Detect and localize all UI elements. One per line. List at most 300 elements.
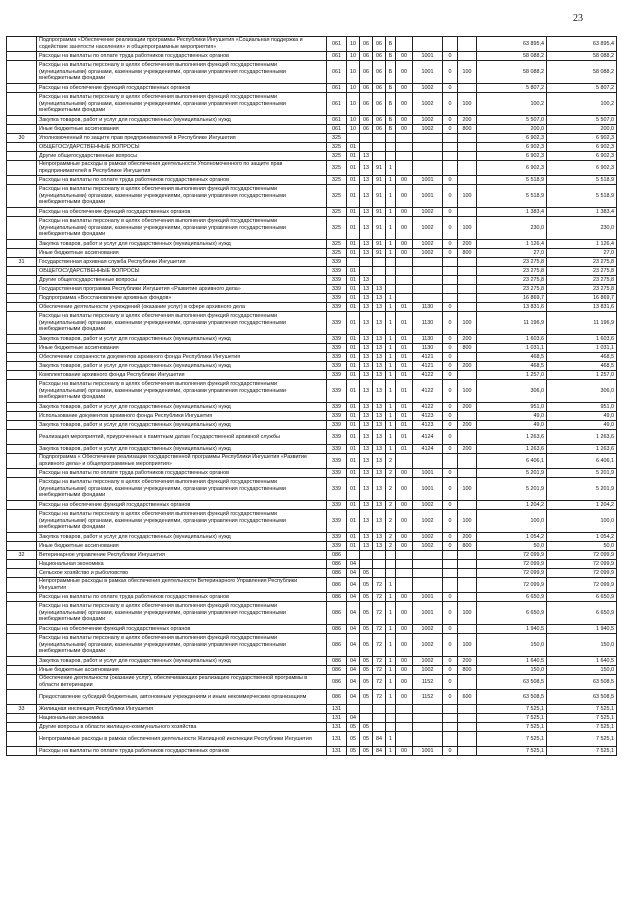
row-vr: 0 — [443, 249, 458, 258]
row-sub — [386, 551, 396, 560]
row-number — [7, 176, 37, 185]
row-pd — [396, 454, 413, 469]
row-vr2: 200 — [458, 116, 477, 125]
row-number — [7, 37, 37, 52]
row-cd: 1002 — [413, 116, 443, 125]
row-cs: 13 — [373, 533, 386, 542]
row-cs — [373, 152, 386, 161]
row-sum-2: 7 525,1 — [547, 723, 617, 732]
row-vr2: 100 — [458, 93, 477, 116]
row-pd: 01 — [396, 421, 413, 430]
row-rz: 01 — [347, 380, 360, 403]
row-pd: 00 — [396, 93, 413, 116]
row-rz: 04 — [347, 714, 360, 723]
row-rz: 05 — [347, 732, 360, 747]
row-sum-2: 5 518,9 — [547, 176, 617, 185]
row-sum-1: 72 099,9 — [477, 551, 547, 560]
row-rz: 10 — [347, 52, 360, 61]
row-pr: 06 — [360, 52, 373, 61]
row-sum-1: 5 518,9 — [477, 185, 547, 208]
row-name: Расходы на выплаты по оплате труда работников государственных органов — [37, 593, 327, 602]
row-vr2: 800 — [458, 249, 477, 258]
row-number — [7, 161, 37, 176]
row-sum-2: 16 869,7 — [547, 294, 617, 303]
row-pr: 13 — [360, 217, 373, 240]
row-cd: 4124 — [413, 445, 443, 454]
row-gr: 339 — [327, 344, 347, 353]
table-row — [7, 560, 617, 569]
row-sub: 1 — [386, 445, 396, 454]
row-sub: Б — [386, 116, 396, 125]
row-pd — [396, 551, 413, 560]
row-vr: 0 — [443, 602, 458, 625]
row-pr: 13 — [360, 501, 373, 510]
row-gr: 086 — [327, 551, 347, 560]
row-name: Расходы на выплаты по оплате труда работников государственных органов — [37, 52, 327, 61]
row-name: ОБЩЕГОСУДАРСТВЕННЫЕ ВОПРОСЫ — [37, 143, 327, 152]
row-cs: 13 — [373, 403, 386, 412]
row-number — [7, 533, 37, 542]
row-vr: 0 — [443, 371, 458, 380]
row-vr: 0 — [443, 93, 458, 116]
row-cd: 1001 — [413, 185, 443, 208]
row-sum-1: 1 031,1 — [477, 344, 547, 353]
row-cd: 4123 — [413, 412, 443, 421]
row-sub: 1 — [386, 412, 396, 421]
row-rz: 10 — [347, 61, 360, 84]
row-vr2: 600 — [458, 690, 477, 705]
row-cs: 13 — [373, 353, 386, 362]
row-number — [7, 208, 37, 217]
table-row — [7, 185, 617, 208]
row-gr: 339 — [327, 371, 347, 380]
row-sum-2: 1 204,2 — [547, 501, 617, 510]
row-name: Расходы на выплаты по оплате труда работников государственных органов — [37, 747, 327, 756]
row-pd: 00 — [396, 690, 413, 705]
row-sub: Б — [386, 37, 396, 52]
row-sub: 1 — [386, 666, 396, 675]
row-rz: 01 — [347, 185, 360, 208]
row-sum-2: 230,0 — [547, 217, 617, 240]
row-sub: 1 — [386, 185, 396, 208]
row-vr2 — [458, 285, 477, 294]
table-row — [7, 240, 617, 249]
row-sum-2: 1 126,4 — [547, 240, 617, 249]
row-cs — [373, 560, 386, 569]
row-vr2 — [458, 593, 477, 602]
row-rz: 01 — [347, 542, 360, 551]
row-sub: 2 — [386, 542, 396, 551]
row-sub: 1 — [386, 625, 396, 634]
row-gr: 086 — [327, 578, 347, 593]
row-vr: 0 — [443, 510, 458, 533]
row-cd: 4121 — [413, 353, 443, 362]
row-rz: 01 — [347, 371, 360, 380]
row-cd — [413, 569, 443, 578]
row-sum-2: 951,0 — [547, 403, 617, 412]
row-rz: 01 — [347, 362, 360, 371]
row-sub: 2 — [386, 533, 396, 542]
row-vr2 — [458, 551, 477, 560]
row-vr2 — [458, 267, 477, 276]
row-cs: 13 — [373, 445, 386, 454]
row-sub: 2 — [386, 510, 396, 533]
row-cs: 13 — [373, 335, 386, 344]
table-row — [7, 217, 617, 240]
row-cd: 1001 — [413, 52, 443, 61]
table-row — [7, 93, 617, 116]
row-pr: 05 — [360, 578, 373, 593]
row-rz: 01 — [347, 208, 360, 217]
row-vr — [443, 276, 458, 285]
row-sum-2: 7 525,1 — [547, 732, 617, 747]
row-number — [7, 371, 37, 380]
row-rz: 01 — [347, 303, 360, 312]
row-vr2 — [458, 208, 477, 217]
row-pd: 00 — [396, 542, 413, 551]
row-sum-1: 16 869,7 — [477, 294, 547, 303]
row-number — [7, 303, 37, 312]
row-cd: 1002 — [413, 84, 443, 93]
row-number — [7, 421, 37, 430]
row-name: Закупка товаров, работ и услуг для государственных (муниципальных) нужд — [37, 116, 327, 125]
table-row — [7, 747, 617, 756]
row-vr2: 800 — [458, 125, 477, 134]
row-name: Расходы на выплаты персоналу в целях обеспечения выполнения функций государственными (муниципальными) органами, казенными учреждениями, органами управления государственными внебюджетными фондами — [37, 380, 327, 403]
row-vr2: 100 — [458, 380, 477, 403]
row-cd — [413, 134, 443, 143]
row-name: Непрограммные расходы в рамках обеспечения деятельности Жилищной инспекции Республики Ингушетия — [37, 732, 327, 747]
row-gr: 061 — [327, 116, 347, 125]
row-rz: 01 — [347, 276, 360, 285]
row-name: Расходы на обеспечение функций государственных органов — [37, 625, 327, 634]
row-vr: 0 — [443, 657, 458, 666]
row-cs: 13 — [373, 344, 386, 353]
row-name: Подпрограмма « Обеспечение реализации государственной программы Республики Ингушетия «Развитие архивного дела» и общепрограммные мероприятия» — [37, 454, 327, 469]
row-sum-2: 27,0 — [547, 249, 617, 258]
row-sum-1: 230,0 — [477, 217, 547, 240]
row-number — [7, 240, 37, 249]
row-vr: 0 — [443, 52, 458, 61]
row-rz: 01 — [347, 469, 360, 478]
row-name: Расходы на выплаты персоналу в целях обеспечения выполнения функций государственными (муниципальными) органами, казенными учреждениями, органами управления государственными внебюджетными фондами — [37, 217, 327, 240]
row-sum-2: 23 275,8 — [547, 276, 617, 285]
row-sum-2: 11 196,9 — [547, 312, 617, 335]
row-number — [7, 344, 37, 353]
row-vr2 — [458, 501, 477, 510]
row-pd: 00 — [396, 510, 413, 533]
row-cs: 06 — [373, 52, 386, 61]
row-sub: 1 — [386, 578, 396, 593]
row-gr: 086 — [327, 569, 347, 578]
row-vr2: 800 — [458, 344, 477, 353]
row-cd — [413, 285, 443, 294]
table-row — [7, 312, 617, 335]
row-sum-2: 72 099,9 — [547, 560, 617, 569]
row-sum-1: 150,0 — [477, 634, 547, 657]
table-row — [7, 723, 617, 732]
row-cd: 1002 — [413, 240, 443, 249]
row-pr: 13 — [360, 335, 373, 344]
row-cd: 1152 — [413, 675, 443, 690]
row-pr: 13 — [360, 533, 373, 542]
row-number — [7, 335, 37, 344]
row-cs: 72 — [373, 593, 386, 602]
row-pr: 13 — [360, 454, 373, 469]
row-cd — [413, 152, 443, 161]
row-name: Предоставление субсидий бюджетным, автономным учреждениям и иным некоммерческим организациям — [37, 690, 327, 705]
row-number — [7, 714, 37, 723]
row-name: Сельское хозяйство и рыболовство — [37, 569, 327, 578]
row-pr: 13 — [360, 276, 373, 285]
row-pd: 00 — [396, 208, 413, 217]
row-pr — [360, 551, 373, 560]
row-gr: 086 — [327, 602, 347, 625]
row-cd: 1002 — [413, 542, 443, 551]
table-row — [7, 258, 617, 267]
row-cd: 1001 — [413, 61, 443, 84]
row-number — [7, 116, 37, 125]
row-rz: 01 — [347, 478, 360, 501]
row-rz — [347, 551, 360, 560]
row-rz: 01 — [347, 510, 360, 533]
table-row — [7, 125, 617, 134]
row-rz: 04 — [347, 625, 360, 634]
row-pd: 01 — [396, 430, 413, 445]
table-row — [7, 569, 617, 578]
table-row — [7, 285, 617, 294]
row-gr: 339 — [327, 285, 347, 294]
row-gr: 086 — [327, 634, 347, 657]
row-name: Уполномоченный по защите прав предпринимателей в Республике Ингушетия — [37, 134, 327, 143]
row-cs: 13 — [373, 362, 386, 371]
row-sum-2: 468,5 — [547, 353, 617, 362]
row-vr: 0 — [443, 593, 458, 602]
row-sum-1: 27,0 — [477, 249, 547, 258]
row-sum-1: 100,2 — [477, 93, 547, 116]
table-row — [7, 412, 617, 421]
row-sum-2: 468,5 — [547, 362, 617, 371]
row-rz: 04 — [347, 569, 360, 578]
row-sum-1: 468,5 — [477, 353, 547, 362]
row-rz: 01 — [347, 430, 360, 445]
row-number — [7, 152, 37, 161]
row-sum-2: 7 525,1 — [547, 747, 617, 756]
row-number — [7, 454, 37, 469]
row-pd — [396, 285, 413, 294]
row-vr2: 200 — [458, 362, 477, 371]
row-cs: 06 — [373, 93, 386, 116]
row-cs: 13 — [373, 469, 386, 478]
row-vr2 — [458, 84, 477, 93]
row-sub: 1 — [386, 403, 396, 412]
row-sum-2: 6 902,3 — [547, 161, 617, 176]
row-vr — [443, 285, 458, 294]
row-gr: 339 — [327, 533, 347, 542]
row-sub: 1 — [386, 161, 396, 176]
row-name: Расходы на выплаты персоналу в целях обеспечения выполнения функций государственными (муниципальными) органами, казенными учреждениями, органами управления государственными внебюджетными фондами — [37, 93, 327, 116]
row-name: Закупка товаров, работ и услуг для государственных (муниципальных) нужд — [37, 421, 327, 430]
row-gr: 061 — [327, 61, 347, 84]
row-rz: 01 — [347, 445, 360, 454]
row-cs: 72 — [373, 578, 386, 593]
row-pd — [396, 267, 413, 276]
row-vr: 0 — [443, 690, 458, 705]
row-name: Закупка товаров, работ и услуг для государственных (муниципальных) нужд — [37, 403, 327, 412]
table-row — [7, 353, 617, 362]
row-vr2 — [458, 454, 477, 469]
row-cs: 84 — [373, 732, 386, 747]
row-pd: 01 — [396, 412, 413, 421]
row-sub: 1 — [386, 217, 396, 240]
row-pr: 13 — [360, 240, 373, 249]
row-sum-1: 23 275,8 — [477, 276, 547, 285]
row-pd — [396, 161, 413, 176]
table-row — [7, 593, 617, 602]
row-rz: 04 — [347, 634, 360, 657]
row-name: Закупка товаров, работ и услуг для государственных (муниципальных) нужд — [37, 445, 327, 454]
table-row — [7, 371, 617, 380]
row-pr: 13 — [360, 185, 373, 208]
row-number — [7, 469, 37, 478]
row-number — [7, 732, 37, 747]
row-sub: 1 — [386, 303, 396, 312]
row-pd: 01 — [396, 445, 413, 454]
row-cd: 4123 — [413, 421, 443, 430]
row-vr — [443, 714, 458, 723]
row-cd: 1002 — [413, 657, 443, 666]
row-sum-1: 63 895,4 — [477, 37, 547, 52]
table-row — [7, 690, 617, 705]
row-name: Расходы на выплаты персоналу в целях обеспечения выполнения функций государственными (муниципальными) органами, казенными учреждениями, органами управления государственными внебюджетными фондами — [37, 478, 327, 501]
row-cs — [373, 723, 386, 732]
row-cd — [413, 560, 443, 569]
row-sum-1: 1 640,5 — [477, 657, 547, 666]
row-sub: 1 — [386, 732, 396, 747]
row-rz: 04 — [347, 657, 360, 666]
row-cs: 72 — [373, 602, 386, 625]
row-gr: 339 — [327, 542, 347, 551]
row-cd — [413, 267, 443, 276]
row-vr2: 200 — [458, 335, 477, 344]
row-pr: 13 — [360, 303, 373, 312]
row-pd — [396, 143, 413, 152]
row-vr: 0 — [443, 430, 458, 445]
row-sub: 1 — [386, 249, 396, 258]
row-vr2 — [458, 430, 477, 445]
row-number — [7, 723, 37, 732]
row-sum-2: 100,2 — [547, 93, 617, 116]
row-vr — [443, 267, 458, 276]
row-vr2: 200 — [458, 657, 477, 666]
row-vr: 0 — [443, 747, 458, 756]
row-sum-1: 23 275,8 — [477, 285, 547, 294]
row-sum-2: 150,0 — [547, 666, 617, 675]
row-sum-2: 6 650,9 — [547, 593, 617, 602]
row-sub — [386, 276, 396, 285]
row-gr: 086 — [327, 560, 347, 569]
row-pr: 05 — [360, 747, 373, 756]
row-name: Иные бюджетные ассигнования — [37, 666, 327, 675]
row-cd: 1130 — [413, 344, 443, 353]
row-sub — [386, 258, 396, 267]
row-vr2: 200 — [458, 240, 477, 249]
row-vr2 — [458, 353, 477, 362]
row-cs: 13 — [373, 412, 386, 421]
row-number — [7, 602, 37, 625]
row-pd: 00 — [396, 657, 413, 666]
row-pd — [396, 723, 413, 732]
row-number: 31 — [7, 258, 37, 267]
table-row — [7, 84, 617, 93]
row-pr — [360, 705, 373, 714]
row-vr: 0 — [443, 421, 458, 430]
row-cd — [413, 276, 443, 285]
row-vr2: 100 — [458, 478, 477, 501]
row-vr: 0 — [443, 675, 458, 690]
row-vr2: 100 — [458, 61, 477, 84]
row-sum-2: 6 650,9 — [547, 602, 617, 625]
row-rz: 01 — [347, 353, 360, 362]
row-sum-1: 63 508,5 — [477, 690, 547, 705]
row-name: Расходы на выплаты персоналу в целях обеспечения выполнения функций государственными (муниципальными) органами, казенными учреждениями, органами управления государственными внебюджетными фондами — [37, 634, 327, 657]
row-gr: 061 — [327, 37, 347, 52]
row-number — [7, 634, 37, 657]
row-sum-1: 23 275,8 — [477, 258, 547, 267]
row-gr: 339 — [327, 380, 347, 403]
row-cs: 72 — [373, 666, 386, 675]
row-sum-2: 5 518,9 — [547, 185, 617, 208]
row-sub — [386, 560, 396, 569]
row-vr — [443, 143, 458, 152]
row-rz: 01 — [347, 240, 360, 249]
table-row — [7, 714, 617, 723]
row-pd — [396, 276, 413, 285]
row-rz: 04 — [347, 666, 360, 675]
row-pr — [360, 134, 373, 143]
row-pd: 00 — [396, 501, 413, 510]
row-sum-1: 50,0 — [477, 542, 547, 551]
row-vr — [443, 134, 458, 143]
row-rz: 01 — [347, 294, 360, 303]
row-vr: 0 — [443, 666, 458, 675]
row-sub: 1 — [386, 353, 396, 362]
row-gr: 131 — [327, 732, 347, 747]
row-name: Другие общегосударственные вопросы — [37, 152, 327, 161]
table-row — [7, 533, 617, 542]
row-vr2 — [458, 176, 477, 185]
row-pd: 00 — [396, 469, 413, 478]
row-name: Расходы на обеспечение функций государственных органов — [37, 208, 327, 217]
row-pr: 13 — [360, 294, 373, 303]
row-cd: 1002 — [413, 634, 443, 657]
row-pd: 00 — [396, 249, 413, 258]
row-sum-1: 951,0 — [477, 403, 547, 412]
row-sum-1: 5 201,9 — [477, 469, 547, 478]
row-name: Комплектование архивного фонда Республики Ингушетия — [37, 371, 327, 380]
row-pd: 00 — [396, 116, 413, 125]
row-sub: Б — [386, 93, 396, 116]
row-name: Расходы на обеспечение функций государственных органов — [37, 501, 327, 510]
row-gr: 339 — [327, 362, 347, 371]
row-pr: 13 — [360, 249, 373, 258]
row-vr2 — [458, 152, 477, 161]
row-sum-1: 6 902,3 — [477, 143, 547, 152]
row-number — [7, 690, 37, 705]
row-number — [7, 412, 37, 421]
row-sum-1: 49,0 — [477, 412, 547, 421]
row-pr: 05 — [360, 593, 373, 602]
